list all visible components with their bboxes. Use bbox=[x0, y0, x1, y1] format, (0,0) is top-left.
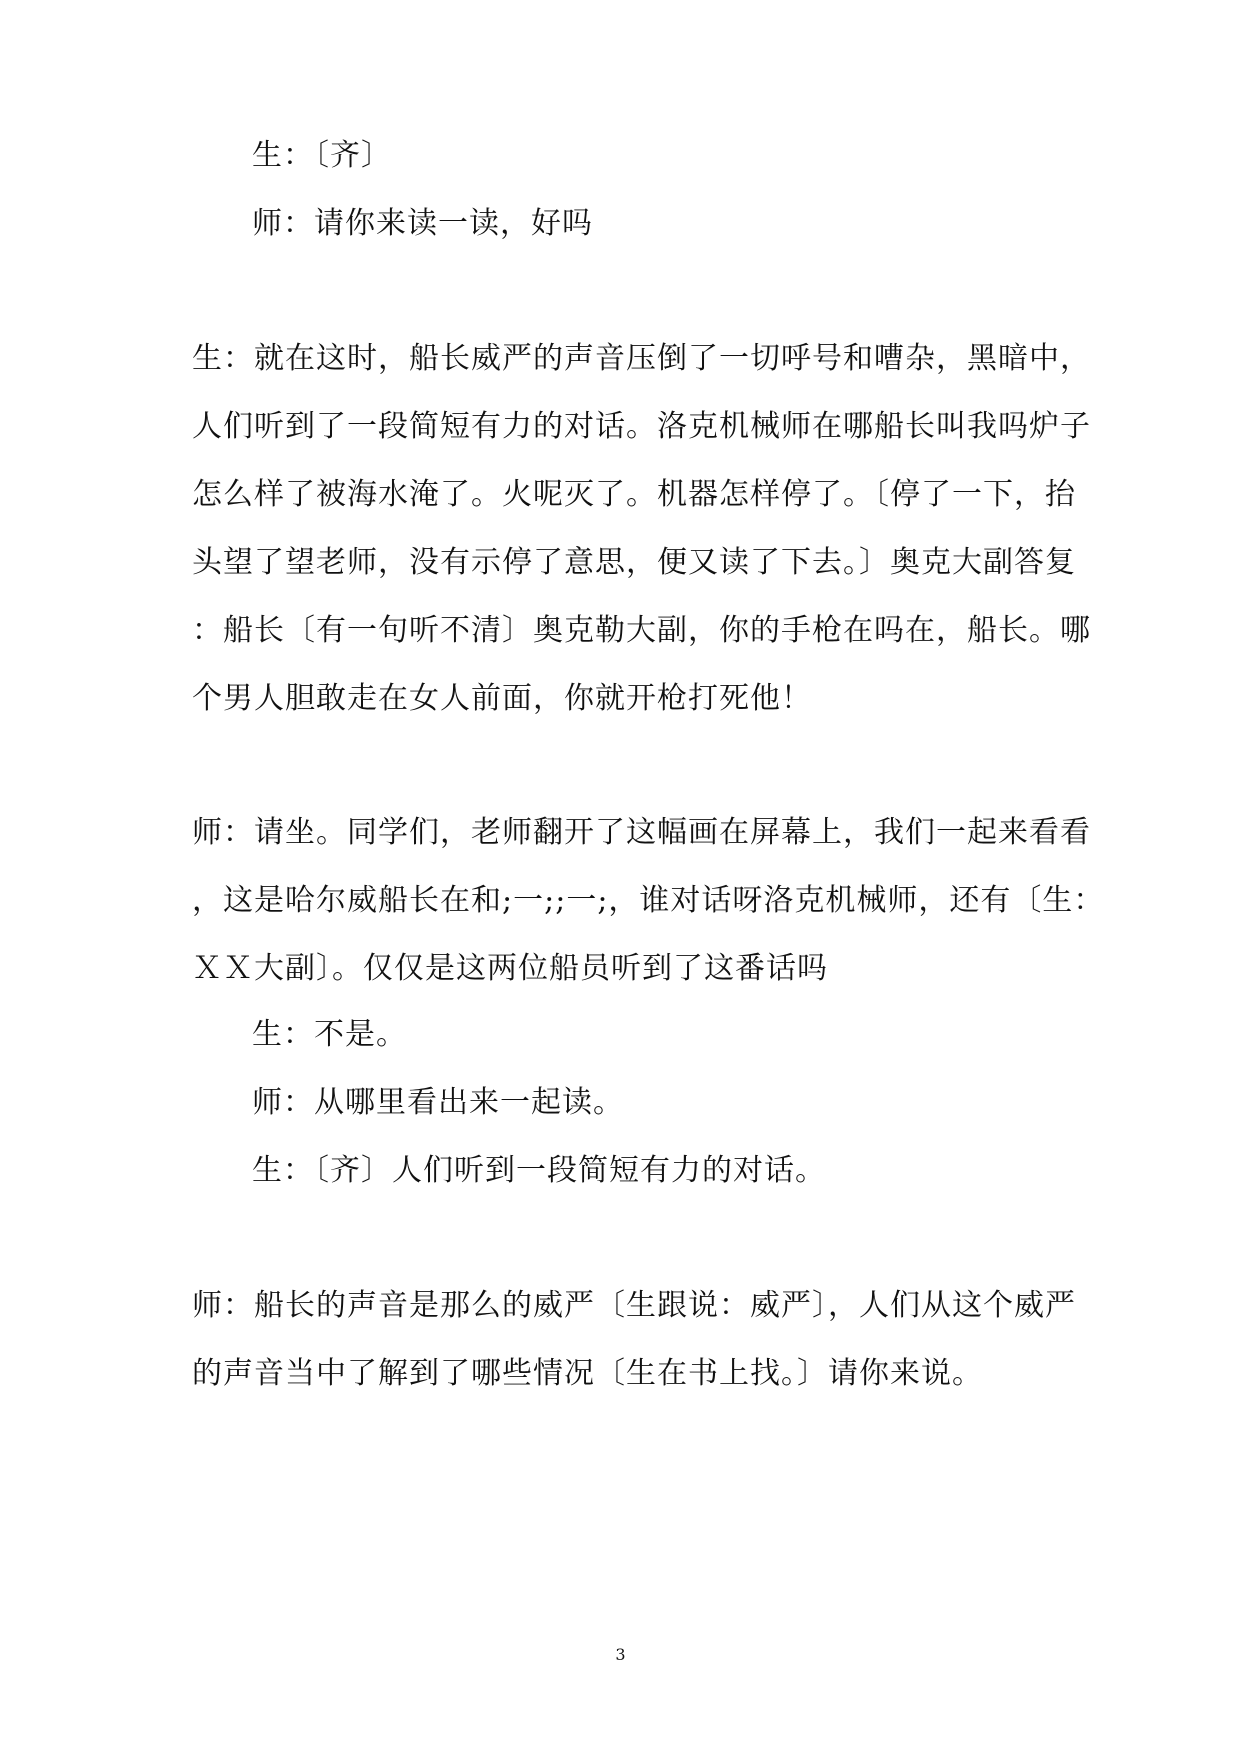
paragraph-line: ：船长〔有一句听不清〕奥克勒大副，你的手枪在吗在，船长。哪 bbox=[192, 613, 1091, 648]
dialogue-line-student-no: 生：不是。 bbox=[252, 1017, 407, 1052]
paragraph-line: ＸＸ大副〕。仅仅是这两位船员听到了这番话吗 bbox=[192, 951, 828, 986]
paragraph-line: 生：就在这时，船长威严的声音压倒了一切呼号和嘈杂，黑暗中， bbox=[192, 341, 1091, 376]
paragraph-line: 师：请坐。同学们，老师翻开了这幅画在屏幕上，我们一起来看看 bbox=[192, 815, 1091, 850]
dialogue-line-teacher-request: 师：请你来读一读，好吗 bbox=[252, 206, 593, 241]
paragraph-line: 怎么样了被海水淹了。火呢灭了。机器怎样停了。〔停了一下，抬 bbox=[192, 477, 1076, 512]
paragraph-line: 的声音当中了解到了哪些情况〔生在书上找。〕请你来说。 bbox=[192, 1356, 983, 1391]
paragraph-line: ，这是哈尔威船长在和;一;;一;，谁对话呀洛克机械师，还有〔生： bbox=[192, 883, 1105, 918]
page-number: 3 bbox=[615, 1645, 626, 1664]
paragraph-line: 师：船长的声音是那么的威严〔生跟说：威严〕，人们从这个威严 bbox=[192, 1288, 1076, 1323]
paragraph-line: 头望了望老师，没有示停了意思，便又读了下去。〕奥克大副答复 bbox=[192, 545, 1076, 580]
paragraph-line: 个男人胆敢走在女人前面，你就开枪打死他！ bbox=[192, 681, 812, 716]
dialogue-line-student-chorus-read: 生：〔齐〕人们听到一段简短有力的对话。 bbox=[252, 1153, 826, 1188]
dialogue-line-teacher-where: 师：从哪里看出来一起读。 bbox=[252, 1085, 624, 1120]
dialogue-line-student-chorus: 生：〔齐〕 bbox=[252, 138, 392, 173]
paragraph-line: 人们听到了一段简短有力的对话。洛克机械师在哪船长叫我吗炉子 bbox=[192, 409, 1091, 444]
